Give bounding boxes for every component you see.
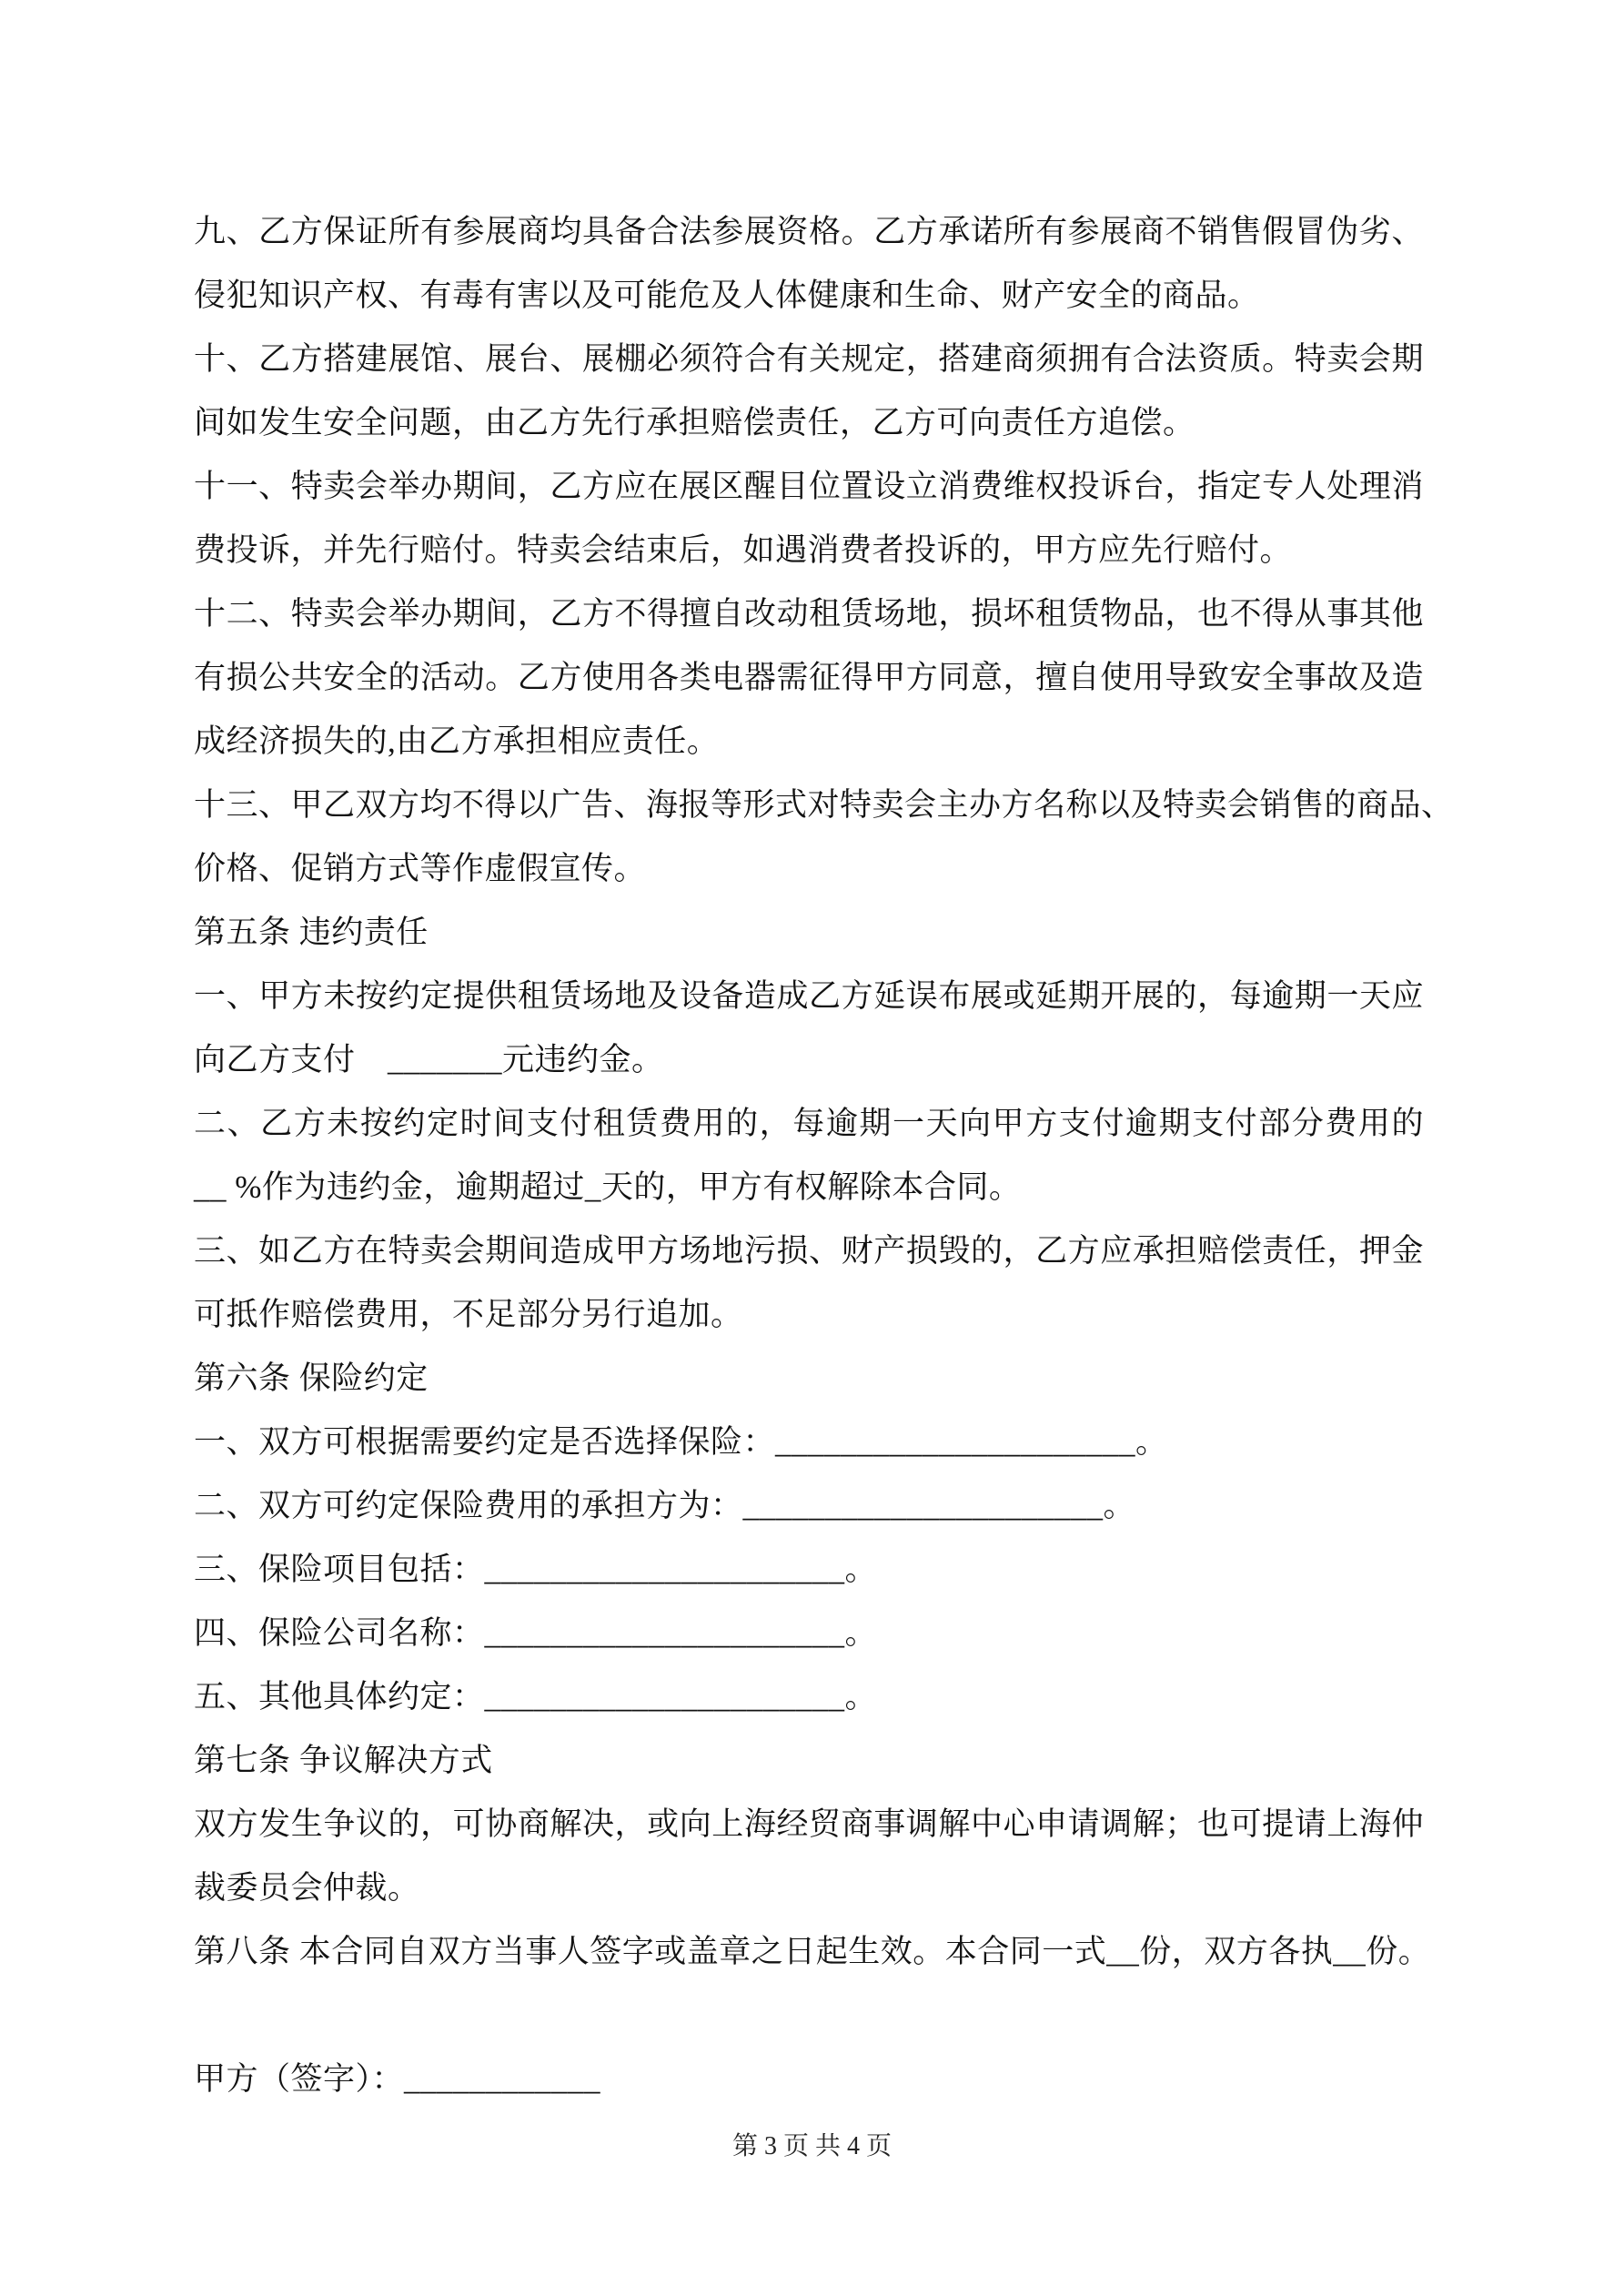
document-line: 侵犯知识产权、有毒有害以及可能危及人体健康和生命、财产安全的商品。 bbox=[194, 278, 1260, 313]
document-line: 四、保险公司名称：______________________。 bbox=[194, 1615, 878, 1651]
document-line: 甲方（签字）：____________ bbox=[194, 2061, 601, 2097]
document-line: 二、双方可约定保险费用的承担方为：______________________。 bbox=[194, 1488, 1136, 1523]
document-line: 一、双方可根据需要约定是否选择保险：______________________。 bbox=[194, 1424, 1168, 1460]
document-line: 三、如乙方在特卖会期间造成甲方场地污损、财产损毁的，乙方应承担赔偿责任，押金 bbox=[194, 1233, 1424, 1269]
document-line: 五、其他具体约定：______________________。 bbox=[194, 1679, 878, 1714]
document-line: 价格、促销方式等作虚假宣传。 bbox=[194, 851, 647, 886]
blank-line bbox=[194, 1984, 1424, 2048]
document-line: 第八条 本合同自双方当事人签字或盖章之日起生效。本合同一式__份，双方各执__份。 bbox=[194, 1934, 1431, 1969]
document-line: 双方发生争议的，可协商解决，或向上海经贸商事调解中心申请调解；也可提请上海仲 bbox=[194, 1806, 1424, 1842]
document-line: 成经济损失的,由乙方承担相应责任。 bbox=[194, 723, 720, 759]
document-line: 十一、特卖会举办期间，乙方应在展区醒目位置设立消费维权投诉台，指定专人处理消 bbox=[194, 469, 1424, 504]
document-line: 裁委员会仲裁。 bbox=[194, 1870, 420, 1906]
document-line: 十二、特卖会举办期间，乙方不得擅自改动租赁场地，损坏租赁物品，也不得从事其他 bbox=[194, 596, 1424, 632]
contract-body bbox=[194, 200, 1454, 2111]
document-line: 第七条 争议解决方式 bbox=[194, 1743, 493, 1778]
document-line: 费投诉，并先行赔付。特卖会结束后，如遇消费者投诉的，甲方应先行赔付。 bbox=[194, 532, 1293, 568]
document-line: 一、甲方未按约定提供租赁场地及设备造成乙方延误布展或延期开展的，每逾期一天应 bbox=[194, 978, 1424, 1014]
document-line: 九、乙方保证所有参展商均具备合法参展资格。乙方承诺所有参展商不销售假冒伪劣、 bbox=[194, 214, 1424, 249]
document-line: 十三、甲乙双方均不得以广告、海报等形式对特卖会主办方名称以及特卖会销售的商品、 bbox=[194, 787, 1454, 823]
document-line: 可抵作赔偿费用，不足部分另行追加。 bbox=[194, 1297, 743, 1332]
document-line: 有损公共安全的活动。乙方使用各类电器需征得甲方同意，擅自使用导致安全事故及造 bbox=[194, 660, 1424, 695]
document-line: 二、乙方未按约定时间支付租赁费用的，每逾期一天向甲方支付逾期支付部分费用的 bbox=[194, 1106, 1424, 1141]
document-line: 三、保险项目包括：______________________。 bbox=[194, 1552, 878, 1587]
document-line: 间如发生安全问题，由乙方先行承担赔偿责任，乙方可向责任方追偿。 bbox=[194, 405, 1195, 440]
page-number: 第 3 页 共 4 页 bbox=[731, 2132, 892, 2160]
document-line: 第六条 保险约定 bbox=[194, 1360, 429, 1396]
document-line: __ %作为违约金，逾期超过_天的，甲方有权解除本合同。 bbox=[194, 1169, 1022, 1205]
document-line: 向乙方支付 _______元违约金。 bbox=[194, 1042, 664, 1077]
document-line: 十、乙方搭建展馆、展台、展棚必须符合有关规定，搭建商须拥有合法资质。特卖会期 bbox=[194, 341, 1424, 377]
document-line: 第五条 违约责任 bbox=[194, 915, 429, 950]
